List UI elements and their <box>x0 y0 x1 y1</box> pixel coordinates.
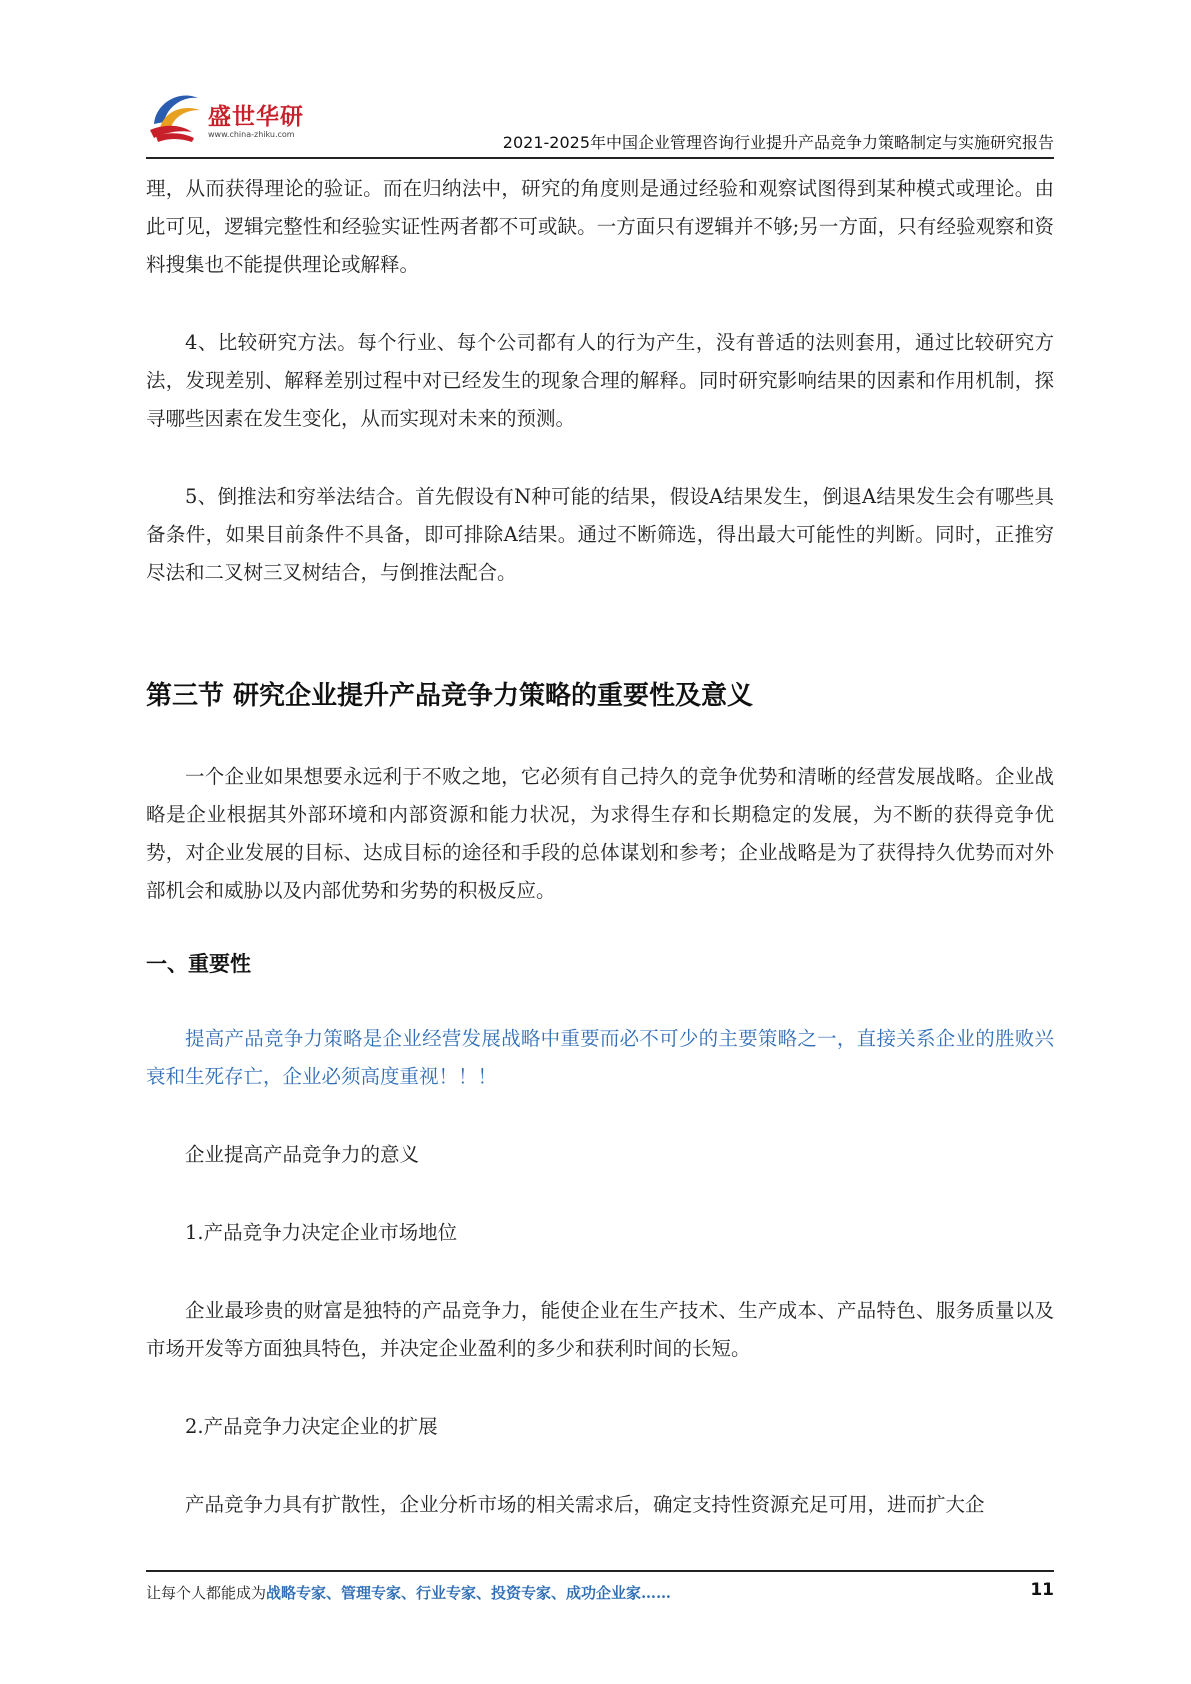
highlight-paragraph: 提高产品竞争力策略是企业经营发展战略中重要而必不可少的主要策略之一，直接关系企业的胜败兴衰和生死存亡，企业必须高度重视！！！ <box>146 1027 1054 1088</box>
logo-emblem-icon <box>146 84 208 146</box>
report-title: 2021-2025年中国企业管理咨询行业提升产品竞争力策略制定与实施研究报告 <box>502 133 1054 152</box>
section-heading: 第三节 研究企业提升产品竞争力策略的重要性及意义 <box>146 681 754 711</box>
paragraph-7: 企业最珍贵的财富是独特的产品竞争力，能使企业在生产技术、生产成本、产品特色、服务质量以及市场开发等方面独具特色，并决定企业盈利的多少和获利时间的长短。 <box>146 1299 1054 1360</box>
paragraph-5: 企业提高产品竞争力的意义 <box>185 1143 420 1166</box>
header-divider <box>146 157 1054 159</box>
paragraph-6: 1.产品竞争力决定企业市场地位 <box>185 1221 458 1244</box>
page-footer <box>146 1580 1054 1610</box>
footer-slogan-prefix: 让每个人都能成为 <box>146 1584 267 1602</box>
logo-name: 盛世华研 <box>208 104 304 130</box>
page-header <box>146 84 1054 156</box>
footer-divider <box>146 1570 1054 1572</box>
page-number: 11 <box>1030 1580 1054 1600</box>
paragraph-4: 一个企业如果想要永远利于不败之地，它必须有自己持久的竞争优势和清晰的经营发展战略。企业战略是企业根据其外部环境和内部资源和能力状况，为求得生存和长期稳定的发展，为不断的获得竞争优势，对企业发展的目标、达成目标的途径和手段的总体谋划和参考；企业战略是为了获得持久优势而对外部机会和威胁以及内部优势和劣势的积极反应。 <box>146 765 1054 902</box>
footer-slogan <box>146 1582 671 1603</box>
subheading-importance: 一、重要性 <box>146 952 251 976</box>
page-content <box>146 170 1054 1524</box>
paragraph-1: 理，从而获得理论的验证。而在归纳法中，研究的角度则是通过经验和观察试图得到某种模式或理论。由此可见，逻辑完整性和经验实证性两者都不可或缺。一方面只有逻辑并不够;另一方面，只有经验观察和资料搜集也不能提供理论或解释。 <box>146 177 1054 276</box>
paragraph-8: 2.产品竞争力决定企业的扩展 <box>185 1415 438 1438</box>
footer-slogan-emphasis: 战略专家、管理专家、行业专家、投资专家、成功企业家…… <box>266 1584 672 1602</box>
paragraph-2: 4、比较研究方法。每个行业、每个公司都有人的行为产生，没有普适的法则套用，通过比较研究方法，发现差别、解释差别过程中对已经发生的现象合理的解释。同时研究影响结果的因素和作用机制，探寻哪些因素在发生变化，从而实现对未来的预测。 <box>146 331 1054 430</box>
paragraph-9: 产品竞争力具有扩散性，企业分析市场的相关需求后，确定支持性资源充足可用，进而扩大企 <box>185 1493 985 1516</box>
paragraph-3: 5、倒推法和穷举法结合。首先假设有N种可能的结果，假设A结果发生，倒退A结果发生会有哪些具备条件，如果目前条件不具备，即可排除A结果。通过不断筛选，得出最大可能性的判断。同时，正推穷尽法和二叉树三叉树结合，与倒推法配合。 <box>146 485 1054 584</box>
company-logo <box>146 84 326 146</box>
logo-url: www.china-zhiku.com <box>208 130 295 139</box>
